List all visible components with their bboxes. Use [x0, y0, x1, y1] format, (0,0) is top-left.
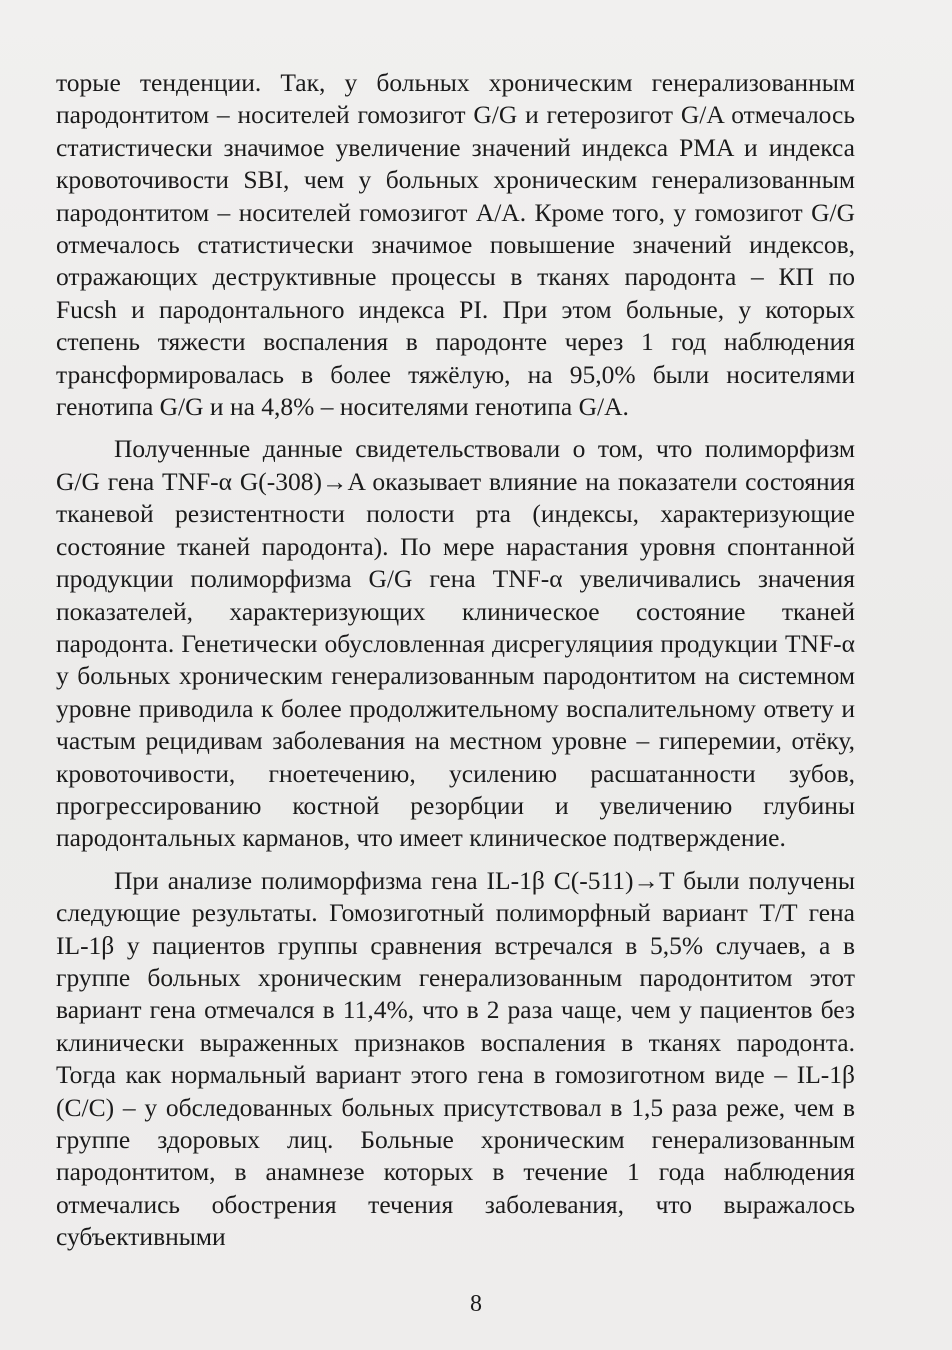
- paragraph-3: При анализе полиморфизма гена IL-1β C(-511)→T были получены следующие результаты. Гомозиготный полиморфный вариант T/T гена IL-1β у пациентов группы сравнения встречался в 5,5% случаев, а в группе больных хроническим генерализованным пародонтитом этот вариант гена отмечался в 11,4%, что в 2 раза чаще, чем у пациентов без клинически выраженных признаков воспаления в тканях пародонта. Тогда как нормальный вариант этого гена в гомозиготном виде – IL-1β (C/C) – у обследованных больных присутствовал в 1,5 раза реже, чем в группе здоровых лиц. Больные хроническим генерализованным пародонтитом, в анамнезе которых в течение 1 года наблюдения отмечались обострения течения заболевания, что выражалось субъективными: [56, 865, 855, 1252]
- paragraph-1: торые тенденции. Так, у больных хроническим генерализованным пародонтитом – носителей гомозигот G/G и гетерозигот G/A отмечалось статистически значимое увеличение значений индекса PMA и индекса кровоточивости SBI, чем у больных хроническим генерализованным пародонтитом – носителей гомозигот A/A. Кроме того, у гомозигот G/G отмечалось статистически значимое повышение значений индексов, отражающих деструктивные процессы в тканях пародонта – КП по Fucsh и пародонтального индекса PI. При этом больные, у которых степень тяжести воспаления в пародонте через 1 год наблюдения трансформировалась в более тяжёлую, на 95,0% были носителями генотипа G/G и на 4,8% – носителями генотипа G/A.: [56, 68, 855, 422]
- body-text: [56, 67, 855, 1254]
- paragraph-2: Полученные данные свидетельствовали о том, что полиморфизм G/G гена TNF-α G(-308)→A оказывает влияние на показатели состояния тканевой резистентности полости рта (индексы, характеризующие состояние тканей пародонта). По мере нарастания уровня спонтанной продукции полиморфизма G/G гена TNF-α увеличивались значения показателей, характеризующих клиническое состояние тканей пародонта. Генетически обусловленная дисрегуляциия продукции TNF-α у больных хроническим генерализованным пародонтитом на системном уровне приводила к более продолжительному воспалительному ответу и частым рецидивам заболевания на местном уровне – гиперемии, отёку, кровоточивости, гноетечению, усилению расшатанности зубов, прогрессированию костной резорбции и увеличению глубины пародонтальных карманов, что имеет клиническое подтверждение.: [56, 434, 855, 853]
- page-number: 8: [470, 1291, 482, 1317]
